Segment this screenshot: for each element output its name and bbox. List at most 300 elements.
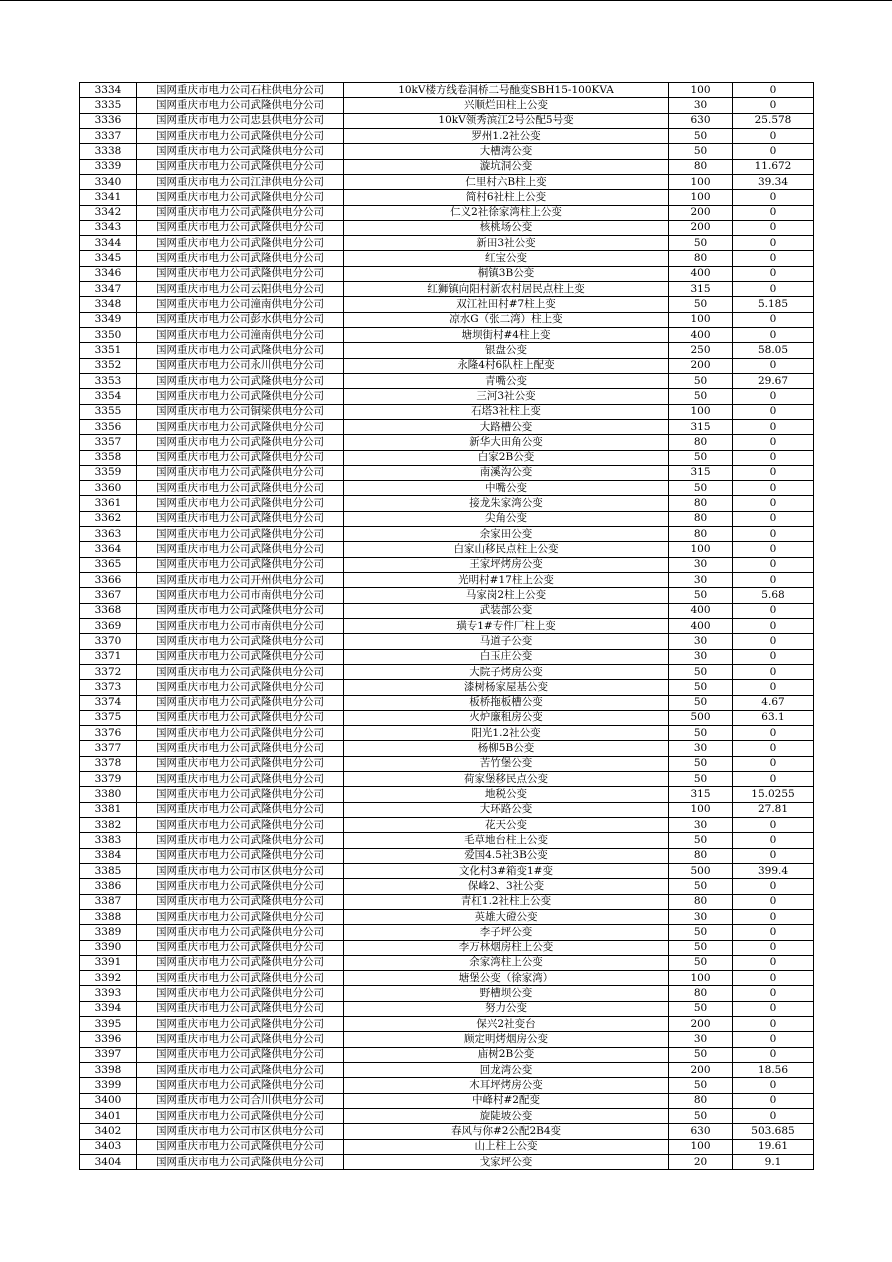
row-number-cell: 3347 <box>80 282 137 297</box>
table-row <box>80 634 814 649</box>
value-cell: 58.05 <box>733 343 814 358</box>
row-number-cell: 3336 <box>80 113 137 128</box>
company-cell: 国网重庆市电力公司武隆供电分公司 <box>137 465 344 480</box>
capacity-cell: 630 <box>669 1124 733 1139</box>
company-cell: 国网重庆市电力公司武隆供电分公司 <box>137 818 344 833</box>
transformer-name-cell: 余家湾柱上公变 <box>344 955 669 970</box>
transformer-name-cell: 杨柳5B公变 <box>344 741 669 756</box>
capacity-cell: 315 <box>669 419 733 434</box>
value-cell: 0 <box>733 1017 814 1032</box>
row-number-cell: 3388 <box>80 909 137 924</box>
company-cell: 国网重庆市电力公司石柱供电分公司 <box>137 83 344 98</box>
row-number-cell: 3395 <box>80 1017 137 1032</box>
transformer-name-cell: 王家坪烤房公变 <box>344 557 669 572</box>
row-number-cell: 3402 <box>80 1124 137 1139</box>
table-row <box>80 98 814 113</box>
company-cell: 国网重庆市电力公司武隆供电分公司 <box>137 1108 344 1123</box>
value-cell: 0 <box>733 664 814 679</box>
table-row <box>80 190 814 205</box>
transformer-name-cell: 接龙朱家湾公变 <box>344 496 669 511</box>
transformer-name-cell: 尖角公变 <box>344 511 669 526</box>
transformer-name-cell: 白家2B公变 <box>344 450 669 465</box>
company-cell: 国网重庆市电力公司武隆供电分公司 <box>137 802 344 817</box>
table-row <box>80 312 814 327</box>
table-row <box>80 557 814 572</box>
transformer-name-cell: 马道子公变 <box>344 634 669 649</box>
row-number-cell: 3357 <box>80 435 137 450</box>
company-cell: 国网重庆市电力公司武隆供电分公司 <box>137 496 344 511</box>
row-number-cell: 3399 <box>80 1078 137 1093</box>
capacity-cell: 80 <box>669 1093 733 1108</box>
value-cell: 0 <box>733 511 814 526</box>
transformer-name-cell: 保峰2、3社公变 <box>344 879 669 894</box>
value-cell: 0 <box>733 83 814 98</box>
value-cell: 0 <box>733 435 814 450</box>
transformer-name-cell: 回龙湾公变 <box>344 1063 669 1078</box>
transformer-name-cell: 中嘴公变 <box>344 481 669 496</box>
value-cell: 399.4 <box>733 863 814 878</box>
table-row <box>80 373 814 388</box>
company-cell: 国网重庆市电力公司武隆供电分公司 <box>137 986 344 1001</box>
value-cell: 27.81 <box>733 802 814 817</box>
transformer-name-cell: 春风与你#2公配2B4变 <box>344 1124 669 1139</box>
table-row <box>80 1093 814 1108</box>
capacity-cell: 50 <box>669 389 733 404</box>
capacity-cell: 30 <box>669 909 733 924</box>
row-number-cell: 3354 <box>80 389 137 404</box>
value-cell: 0 <box>733 312 814 327</box>
row-number-cell: 3379 <box>80 772 137 787</box>
transformer-name-cell: 漩坑洞公变 <box>344 159 669 174</box>
company-cell: 国网重庆市电力公司市南供电分公司 <box>137 588 344 603</box>
capacity-cell: 30 <box>669 1032 733 1047</box>
company-cell: 国网重庆市电力公司武隆供电分公司 <box>137 940 344 955</box>
company-cell: 国网重庆市电力公司武隆供电分公司 <box>137 419 344 434</box>
row-number-cell: 3381 <box>80 802 137 817</box>
value-cell: 63.1 <box>733 710 814 725</box>
capacity-cell: 80 <box>669 496 733 511</box>
value-cell: 0 <box>733 404 814 419</box>
row-number-cell: 3356 <box>80 419 137 434</box>
value-cell: 0 <box>733 465 814 480</box>
company-cell: 国网重庆市电力公司武隆供电分公司 <box>137 511 344 526</box>
company-cell: 国网重庆市电力公司武隆供电分公司 <box>137 251 344 266</box>
company-cell: 国网重庆市电力公司武隆供电分公司 <box>137 266 344 281</box>
transformer-name-cell: 漆树杨家屋基公变 <box>344 680 669 695</box>
transformer-name-cell: 新华大田角公变 <box>344 435 669 450</box>
capacity-cell: 80 <box>669 894 733 909</box>
value-cell: 0 <box>733 833 814 848</box>
row-number-cell: 3362 <box>80 511 137 526</box>
company-cell: 国网重庆市电力公司武隆供电分公司 <box>137 833 344 848</box>
transformer-name-cell: 文化村3#箱变1#变 <box>344 863 669 878</box>
capacity-cell: 50 <box>669 833 733 848</box>
value-cell: 9.1 <box>733 1154 814 1169</box>
page-top-rule <box>0 0 892 1</box>
table-row <box>80 465 814 480</box>
table-row <box>80 664 814 679</box>
value-cell: 4.67 <box>733 695 814 710</box>
table-row <box>80 389 814 404</box>
company-cell: 国网重庆市电力公司武隆供电分公司 <box>137 435 344 450</box>
company-cell: 国网重庆市电力公司江津供电分公司 <box>137 174 344 189</box>
capacity-cell: 200 <box>669 1017 733 1032</box>
capacity-cell: 80 <box>669 986 733 1001</box>
table-row <box>80 894 814 909</box>
row-number-cell: 3404 <box>80 1154 137 1169</box>
table-row <box>80 1139 814 1154</box>
table-row <box>80 251 814 266</box>
value-cell: 18.56 <box>733 1063 814 1078</box>
capacity-cell: 315 <box>669 465 733 480</box>
transformer-name-cell: 塘堡公变（徐家湾） <box>344 971 669 986</box>
transformer-name-cell: 大环路公变 <box>344 802 669 817</box>
row-number-cell: 3390 <box>80 940 137 955</box>
transformer-name-cell: 红宝公变 <box>344 251 669 266</box>
capacity-cell: 100 <box>669 312 733 327</box>
row-number-cell: 3393 <box>80 986 137 1001</box>
value-cell: 0 <box>733 389 814 404</box>
row-number-cell: 3372 <box>80 664 137 679</box>
table-row <box>80 1047 814 1062</box>
table-row <box>80 481 814 496</box>
transformer-name-cell: 努力公变 <box>344 1001 669 1016</box>
table-row <box>80 1124 814 1139</box>
company-cell: 国网重庆市电力公司武隆供电分公司 <box>137 481 344 496</box>
transformer-name-cell: 大路槽公变 <box>344 419 669 434</box>
capacity-cell: 50 <box>669 664 733 679</box>
transformer-name-cell: 木耳坪烤房公变 <box>344 1078 669 1093</box>
row-number-cell: 3344 <box>80 236 137 251</box>
value-cell: 0 <box>733 603 814 618</box>
table-row <box>80 955 814 970</box>
table-row <box>80 909 814 924</box>
capacity-cell: 80 <box>669 527 733 542</box>
capacity-cell: 50 <box>669 481 733 496</box>
value-cell: 0 <box>733 496 814 511</box>
row-number-cell: 3383 <box>80 833 137 848</box>
transformer-name-cell: 庙树2B公变 <box>344 1047 669 1062</box>
table-row <box>80 695 814 710</box>
table-row <box>80 511 814 526</box>
value-cell: 5.68 <box>733 588 814 603</box>
company-cell: 国网重庆市电力公司武隆供电分公司 <box>137 450 344 465</box>
transformer-name-cell: 永隆4村6队柱上配变 <box>344 358 669 373</box>
table-row <box>80 802 814 817</box>
capacity-cell: 80 <box>669 848 733 863</box>
value-cell: 0 <box>733 1108 814 1123</box>
transformer-name-cell: 火炉廉租房公变 <box>344 710 669 725</box>
capacity-cell: 30 <box>669 649 733 664</box>
row-number-cell: 3335 <box>80 98 137 113</box>
transformer-name-cell: 爱国4.5社3B公变 <box>344 848 669 863</box>
transformer-name-cell: 仁义2社徐家湾柱上公变 <box>344 205 669 220</box>
table-row <box>80 1108 814 1123</box>
value-cell: 0 <box>733 573 814 588</box>
value-cell: 0 <box>733 205 814 220</box>
transformer-name-cell: 保兴2社变台 <box>344 1017 669 1032</box>
capacity-cell: 400 <box>669 618 733 633</box>
capacity-cell: 50 <box>669 1047 733 1062</box>
table-row <box>80 1032 814 1047</box>
company-cell: 国网重庆市电力公司武隆供电分公司 <box>137 1047 344 1062</box>
table-row <box>80 848 814 863</box>
company-cell: 国网重庆市电力公司彭水供电分公司 <box>137 312 344 327</box>
transformer-name-cell: 旋陡坡公变 <box>344 1108 669 1123</box>
company-cell: 国网重庆市电力公司武隆供电分公司 <box>137 971 344 986</box>
table-row <box>80 787 814 802</box>
row-number-cell: 3366 <box>80 573 137 588</box>
transformer-name-cell: 青嘴公变 <box>344 373 669 388</box>
row-number-cell: 3353 <box>80 373 137 388</box>
row-number-cell: 3391 <box>80 955 137 970</box>
transformer-name-cell: 板桥拖板槽公变 <box>344 695 669 710</box>
value-cell: 0 <box>733 1078 814 1093</box>
transformer-name-cell: 英雄大磴公变 <box>344 909 669 924</box>
company-cell: 国网重庆市电力公司武隆供电分公司 <box>137 343 344 358</box>
table-row <box>80 1001 814 1016</box>
transformer-name-cell: 荷家堡移民点公变 <box>344 772 669 787</box>
value-cell: 0 <box>733 236 814 251</box>
table-row <box>80 328 814 343</box>
transformer-name-cell: 桐镇3B公变 <box>344 266 669 281</box>
transformer-name-cell: 青杠1.2社柱上公变 <box>344 894 669 909</box>
company-cell: 国网重庆市电力公司武隆供电分公司 <box>137 680 344 695</box>
row-number-cell: 3377 <box>80 741 137 756</box>
transformer-name-cell: 马家岗2柱上公变 <box>344 588 669 603</box>
capacity-cell: 500 <box>669 710 733 725</box>
value-cell: 0 <box>733 909 814 924</box>
row-number-cell: 3346 <box>80 266 137 281</box>
capacity-cell: 50 <box>669 772 733 787</box>
capacity-cell: 30 <box>669 634 733 649</box>
table-row <box>80 1063 814 1078</box>
company-cell: 国网重庆市电力公司武隆供电分公司 <box>137 955 344 970</box>
table-row <box>80 358 814 373</box>
table-row <box>80 236 814 251</box>
row-number-cell: 3396 <box>80 1032 137 1047</box>
value-cell: 0 <box>733 649 814 664</box>
row-number-cell: 3359 <box>80 465 137 480</box>
row-number-cell: 3376 <box>80 726 137 741</box>
capacity-cell: 50 <box>669 144 733 159</box>
transformer-name-cell: 苦竹堡公变 <box>344 756 669 771</box>
table-row <box>80 542 814 557</box>
capacity-cell: 400 <box>669 603 733 618</box>
table-row <box>80 113 814 128</box>
capacity-cell: 50 <box>669 588 733 603</box>
company-cell: 国网重庆市电力公司武隆供电分公司 <box>137 603 344 618</box>
row-number-cell: 3375 <box>80 710 137 725</box>
company-cell: 国网重庆市电力公司合川供电分公司 <box>137 1093 344 1108</box>
table-row <box>80 603 814 618</box>
transformer-name-cell: 石塔3社柱上变 <box>344 404 669 419</box>
value-cell: 0 <box>733 986 814 1001</box>
table-row <box>80 144 814 159</box>
transformer-name-cell: 李万林烟房柱上公变 <box>344 940 669 955</box>
transformer-name-cell: 白玉庄公变 <box>344 649 669 664</box>
table-body <box>80 83 814 1170</box>
row-number-cell: 3351 <box>80 343 137 358</box>
row-number-cell: 3340 <box>80 174 137 189</box>
transformer-name-cell: 顾定明烤烟房公变 <box>344 1032 669 1047</box>
row-number-cell: 3400 <box>80 1093 137 1108</box>
company-cell: 国网重庆市电力公司武隆供电分公司 <box>137 389 344 404</box>
value-cell: 0 <box>733 894 814 909</box>
table-row <box>80 205 814 220</box>
company-cell: 国网重庆市电力公司武隆供电分公司 <box>137 925 344 940</box>
row-number-cell: 3385 <box>80 863 137 878</box>
row-number-cell: 3363 <box>80 527 137 542</box>
row-number-cell: 3401 <box>80 1108 137 1123</box>
table-row <box>80 435 814 450</box>
row-number-cell: 3403 <box>80 1139 137 1154</box>
company-cell: 国网重庆市电力公司武隆供电分公司 <box>137 1154 344 1169</box>
row-number-cell: 3343 <box>80 220 137 235</box>
company-cell: 国网重庆市电力公司潼南供电分公司 <box>137 297 344 312</box>
table-row <box>80 710 814 725</box>
transformer-name-cell: 光明村#17柱上公变 <box>344 573 669 588</box>
row-number-cell: 3358 <box>80 450 137 465</box>
capacity-cell: 80 <box>669 511 733 526</box>
company-cell: 国网重庆市电力公司武隆供电分公司 <box>137 1139 344 1154</box>
row-number-cell: 3386 <box>80 879 137 894</box>
row-number-cell: 3387 <box>80 894 137 909</box>
row-number-cell: 3368 <box>80 603 137 618</box>
value-cell: 0 <box>733 848 814 863</box>
value-cell: 0 <box>733 419 814 434</box>
transformer-name-cell: 余家田公变 <box>344 527 669 542</box>
table-row <box>80 1078 814 1093</box>
capacity-cell: 100 <box>669 83 733 98</box>
value-cell: 0 <box>733 542 814 557</box>
table-row <box>80 618 814 633</box>
value-cell: 0 <box>733 527 814 542</box>
capacity-cell: 50 <box>669 940 733 955</box>
company-cell: 国网重庆市电力公司武隆供电分公司 <box>137 190 344 205</box>
table-row <box>80 1154 814 1169</box>
row-number-cell: 3373 <box>80 680 137 695</box>
value-cell: 0 <box>733 879 814 894</box>
company-cell: 国网重庆市电力公司铜梁供电分公司 <box>137 404 344 419</box>
value-cell: 0 <box>733 450 814 465</box>
company-cell: 国网重庆市电力公司开州供电分公司 <box>137 573 344 588</box>
company-cell: 国网重庆市电力公司武隆供电分公司 <box>137 159 344 174</box>
table-row <box>80 83 814 98</box>
company-cell: 国网重庆市电力公司武隆供电分公司 <box>137 542 344 557</box>
transformer-name-cell: 仁里村六B柱上变 <box>344 174 669 189</box>
transformer-name-cell: 银盘公变 <box>344 343 669 358</box>
row-number-cell: 3382 <box>80 818 137 833</box>
transformer-name-cell: 武装部公变 <box>344 603 669 618</box>
capacity-cell: 100 <box>669 1139 733 1154</box>
value-cell: 0 <box>733 1047 814 1062</box>
capacity-cell: 630 <box>669 113 733 128</box>
company-cell: 国网重庆市电力公司武隆供电分公司 <box>137 848 344 863</box>
capacity-cell: 50 <box>669 726 733 741</box>
table-row <box>80 756 814 771</box>
transformer-name-cell: 10kV领秀滨江2号公配5号变 <box>344 113 669 128</box>
company-cell: 国网重庆市电力公司武隆供电分公司 <box>137 741 344 756</box>
value-cell: 0 <box>733 266 814 281</box>
value-cell: 0 <box>733 971 814 986</box>
transformer-name-cell: 毛草地台柱上公变 <box>344 833 669 848</box>
row-number-cell: 3392 <box>80 971 137 986</box>
value-cell: 0 <box>733 328 814 343</box>
value-cell: 503.685 <box>733 1124 814 1139</box>
row-number-cell: 3339 <box>80 159 137 174</box>
value-cell: 0 <box>733 220 814 235</box>
row-number-cell: 3348 <box>80 297 137 312</box>
row-number-cell: 3380 <box>80 787 137 802</box>
row-number-cell: 3378 <box>80 756 137 771</box>
capacity-cell: 30 <box>669 573 733 588</box>
value-cell: 0 <box>733 282 814 297</box>
capacity-cell: 50 <box>669 879 733 894</box>
value-cell: 0 <box>733 128 814 143</box>
table-row <box>80 940 814 955</box>
capacity-cell: 500 <box>669 863 733 878</box>
capacity-cell: 315 <box>669 282 733 297</box>
table-row <box>80 741 814 756</box>
value-cell: 0 <box>733 144 814 159</box>
table-row <box>80 818 814 833</box>
value-cell: 0 <box>733 190 814 205</box>
transformer-name-cell: 塘坝街村#4柱上变 <box>344 328 669 343</box>
company-cell: 国网重庆市电力公司武隆供电分公司 <box>137 220 344 235</box>
value-cell: 0 <box>733 726 814 741</box>
transformer-name-cell: 核桃场公变 <box>344 220 669 235</box>
transformer-name-cell: 阳光1.2社公变 <box>344 726 669 741</box>
company-cell: 国网重庆市电力公司市区供电分公司 <box>137 863 344 878</box>
row-number-cell: 3338 <box>80 144 137 159</box>
value-cell: 0 <box>733 680 814 695</box>
transformer-name-cell: 地税公变 <box>344 787 669 802</box>
row-number-cell: 3364 <box>80 542 137 557</box>
capacity-cell: 100 <box>669 190 733 205</box>
table-row <box>80 282 814 297</box>
value-cell: 15.0255 <box>733 787 814 802</box>
company-cell: 国网重庆市电力公司武隆供电分公司 <box>137 557 344 572</box>
table-row <box>80 266 814 281</box>
transformer-name-cell: 10kV楼方线卷洞桥二号酏变SBH15-100KVA <box>344 83 669 98</box>
table-row <box>80 863 814 878</box>
capacity-cell: 30 <box>669 741 733 756</box>
row-number-cell: 3374 <box>80 695 137 710</box>
company-cell: 国网重庆市电力公司武隆供电分公司 <box>137 634 344 649</box>
company-cell: 国网重庆市电力公司武隆供电分公司 <box>137 1063 344 1078</box>
transformer-name-cell: 大槽湾公变 <box>344 144 669 159</box>
table-row <box>80 772 814 787</box>
capacity-cell: 50 <box>669 236 733 251</box>
table-row <box>80 343 814 358</box>
company-cell: 国网重庆市电力公司武隆供电分公司 <box>137 894 344 909</box>
capacity-cell: 50 <box>669 297 733 312</box>
capacity-cell: 100 <box>669 174 733 189</box>
capacity-cell: 50 <box>669 128 733 143</box>
value-cell: 0 <box>733 358 814 373</box>
transformer-name-cell: 红狮镇向阳村新农村居民点柱上变 <box>344 282 669 297</box>
company-cell: 国网重庆市电力公司忠县供电分公司 <box>137 113 344 128</box>
value-cell: 11.672 <box>733 159 814 174</box>
company-cell: 国网重庆市电力公司武隆供电分公司 <box>137 879 344 894</box>
company-cell: 国网重庆市电力公司市南供电分公司 <box>137 618 344 633</box>
capacity-cell: 200 <box>669 1063 733 1078</box>
capacity-cell: 80 <box>669 435 733 450</box>
capacity-cell: 50 <box>669 695 733 710</box>
value-cell: 0 <box>733 940 814 955</box>
value-cell: 39.34 <box>733 174 814 189</box>
